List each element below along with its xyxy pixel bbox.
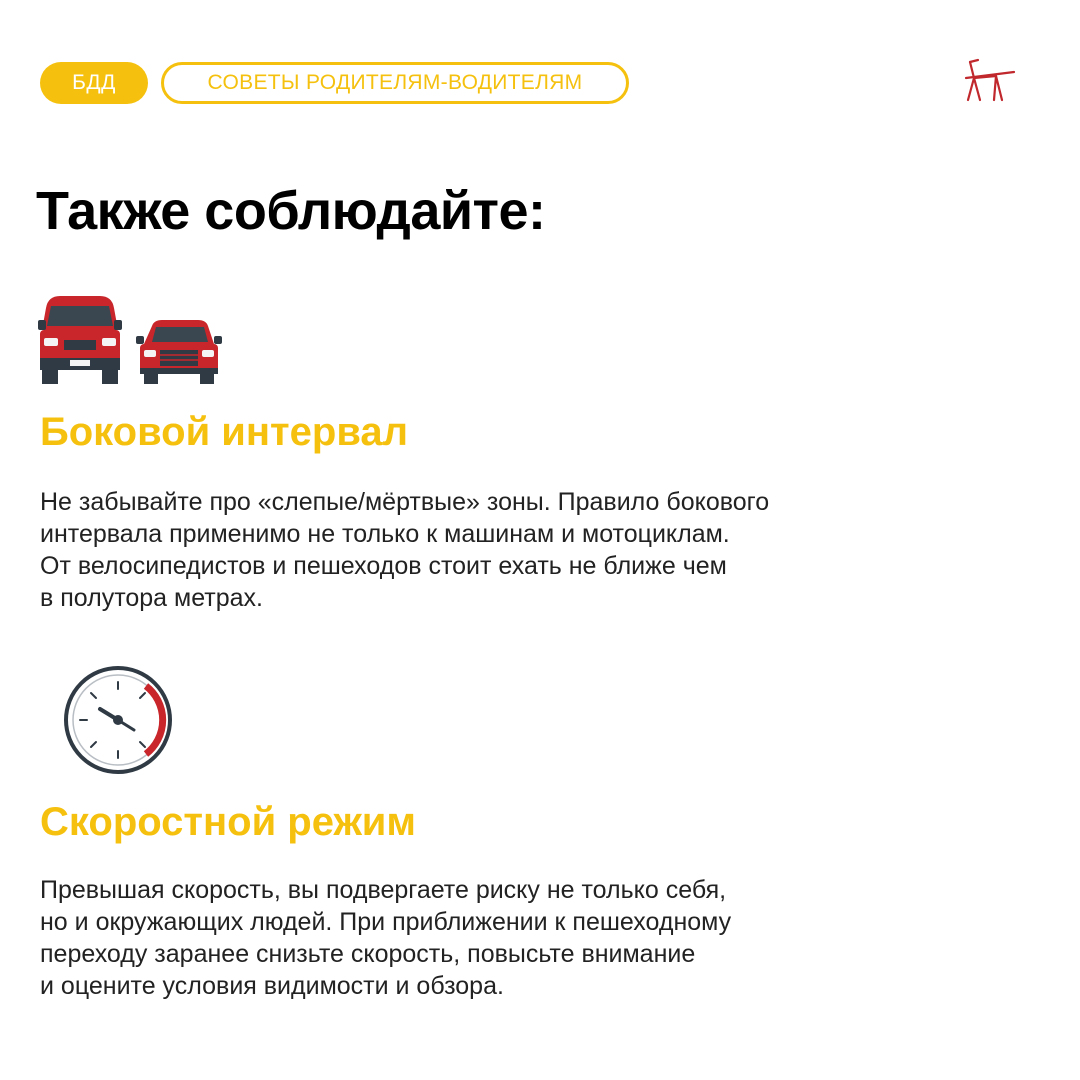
logo-icon <box>960 56 1020 106</box>
section-heading-speed: Скоростной режим <box>40 800 416 844</box>
text-line: Не забывайте про «слепые/мёртвые» зоны. Правило бокового <box>40 488 770 516</box>
text-line: От велосипедистов и пешеходов стоит ехать не ближе чем <box>40 552 727 580</box>
speedometer-icon <box>62 664 174 776</box>
section-text-side-interval <box>40 486 769 614</box>
tag-advice-parents: СОВЕТЫ РОДИТЕЛЯМ-ВОДИТЕЛЯМ <box>161 62 629 104</box>
text-line: и оцените условия видимости и обзора. <box>40 972 504 1000</box>
text-line: переходу заранее снизьте скорость, повысьте внимание <box>40 940 696 968</box>
text-line: в полутора метрах. <box>40 584 263 612</box>
page-title: Также соблюдайте: <box>36 181 546 241</box>
section-heading-side-interval: Боковой интервал <box>40 410 409 454</box>
tag-bdd: БДД <box>40 62 148 104</box>
section-text-speed <box>40 874 731 1002</box>
cars-icon <box>36 290 226 390</box>
text-line: Превышая скорость, вы подвергаете риску не только себя, <box>40 876 727 904</box>
text-line: но и окружающих людей. При приближении к пешеходному <box>40 908 732 936</box>
text-line: интервала применимо не только к машинам и мотоциклам. <box>40 520 730 548</box>
